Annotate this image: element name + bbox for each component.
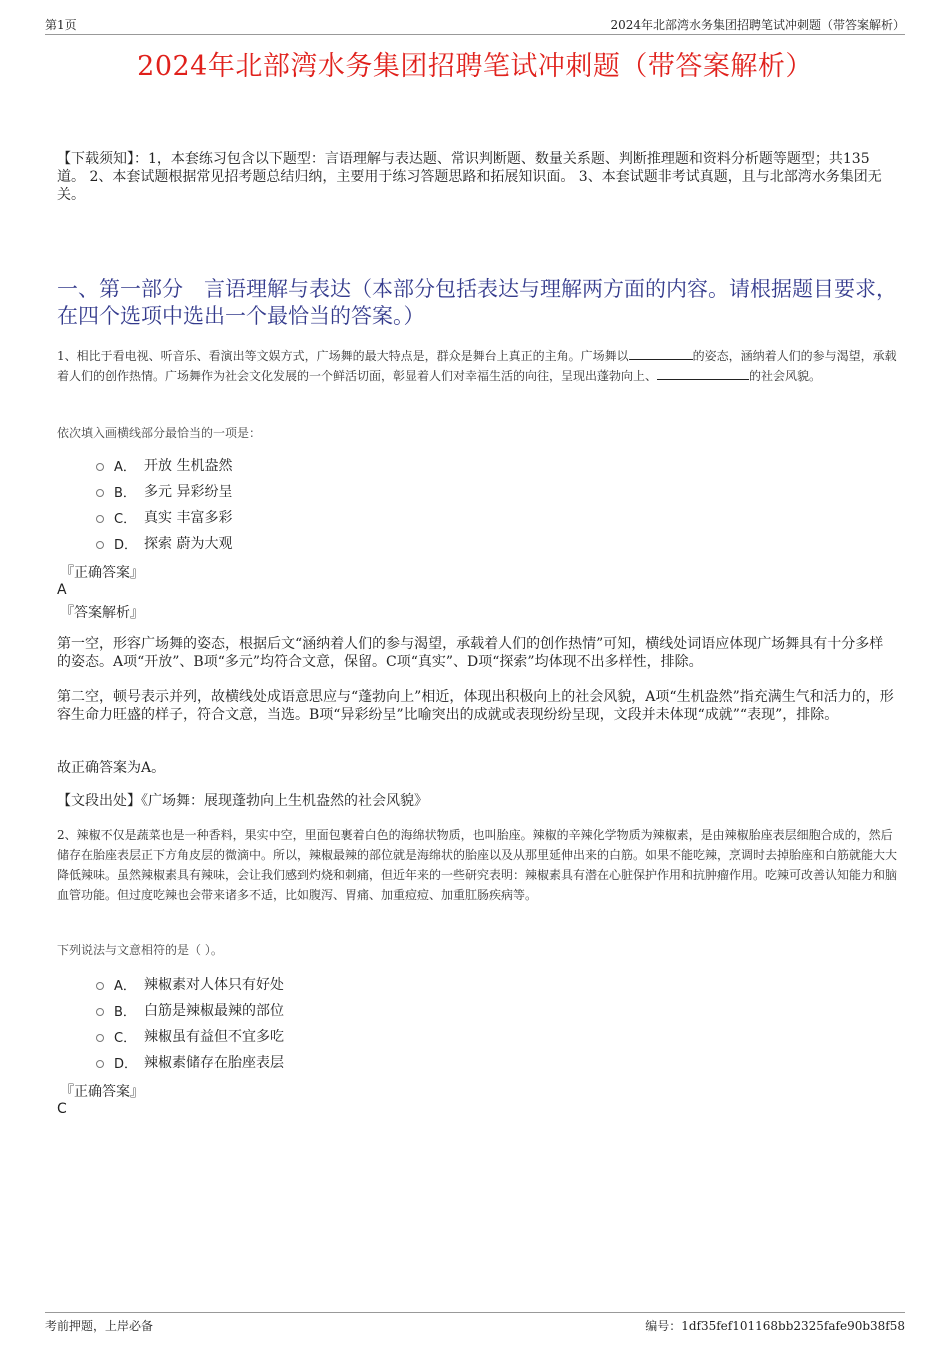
radio-icon[interactable]	[96, 1060, 104, 1068]
question-1-prompt: 依次填入画横线部分最恰当的一项是：	[57, 426, 262, 440]
q1-analysis-label: 『答案解析』	[60, 605, 144, 621]
q1-analysis-paragraph-2: 第二空，顿号表示并列，故横线处成语意思应与“蓬勃向上”相近，体现出积极向上的社会风貌，A项“生机盎然”指充满生气和活力的，形容生命力旺盛的样子，符合文意，当选。B项“异彩纷呈”比喻突出的成就或表现纷纷呈现，文段并未体现“成就”“表现”，排除。	[57, 689, 894, 723]
radio-icon[interactable]	[96, 541, 104, 549]
question-2-prompt: 下列说法与文意相符的是（ ）。	[57, 943, 223, 957]
q1-option-b[interactable]: B． 多元 异彩纷呈	[96, 478, 232, 504]
radio-icon[interactable]	[96, 515, 104, 523]
radio-icon[interactable]	[96, 982, 104, 990]
q1-option-c[interactable]: C． 真实 丰富多彩	[96, 504, 232, 530]
q1-analysis-conclusion: 故正确答案为A。	[57, 760, 166, 776]
document-title: 2024年北部湾水务集团招聘笔试冲刺题（带答案解析）	[137, 51, 813, 82]
q1-analysis-paragraph-1: 第一空，形容广场舞的姿态，根据后文“涵纳着人们的参与渴望，承载着人们的创作热情”可知，横线处词语应体现广场舞具有十分多样的姿态。A项“开放”、B项“多元”均符合文意，保留。C项“真实”、D项“探索”均体现不出多样性，排除。	[57, 636, 884, 670]
page-number: 第1页	[45, 18, 77, 32]
q2-option-c[interactable]: C． 辣椒虽有益但不宜多吃	[96, 1023, 284, 1049]
fill-blank-1	[629, 347, 693, 360]
question-2-text: 2、辣椒不仅是蔬菜也是一种香料，果实中空，里面包裹着白色的海绵状物质，也叫胎座。辣椒的辛辣化学物质为辣椒素，是由辣椒胎座表层细胞合成的，然后储存在胎座表层正下方角皮层的微滴中。所以，辣椒最辣的部位就是海绵状的胎座以及从那里延伸出来的白筋。如果不能吃辣，烹调时去掉胎座和白筋就能大大降低辣味。虽然辣椒素具有辣味，会让我们感到灼烧和刺痛，但近年来的一些研究表明：辣椒素具有潜在心脏保护作用和抗肿瘤作用。吃辣可改善认知能力和脑血管功能。但过度吃辣也会带来诸多不适，比如腹泻、胃痛、加重痘痘、加重肛肠疾病等。	[57, 828, 898, 902]
footer-slogan: 考前押题，上岸必备	[45, 1319, 154, 1333]
fill-blank-2	[657, 367, 749, 380]
page-header	[45, 14, 905, 35]
q1-source: 【文段出处】《广场舞：展现蓬勃向上生机盎然的社会风貌》	[57, 793, 428, 809]
question-1-text: 1、相比于看电视、听音乐、看演出等文娱方式，广场舞的最大特点是，群众是舞台上真正的主角。广场舞以 的姿态，涵纳着人们的参与渴望，承载着人们的创作热情。广场舞作为社会文化发展的一个鲜活切面，彰显着人们对幸福生活的向往，呈现出蓬勃向上、 的社会风貌。	[57, 349, 897, 383]
q1-answer-label: 『正确答案』	[60, 565, 144, 581]
question-2-options	[96, 971, 284, 1075]
radio-icon[interactable]	[96, 1008, 104, 1016]
q2-answer: C	[57, 1101, 67, 1117]
radio-icon[interactable]	[96, 1034, 104, 1042]
header-doc-title: 2024年北部湾水务集团招聘笔试冲刺题（带答案解析）	[610, 18, 905, 32]
q2-answer-label: 『正确答案』	[60, 1084, 144, 1100]
page-footer	[45, 1312, 905, 1335]
section-title: 一、第一部分 言语理解与表达（本部分包括表达与理解两方面的内容。请根据题目要求，在四个选项中选出一个最恰当的答案。）	[57, 277, 897, 328]
question-1-options	[96, 452, 232, 556]
radio-icon[interactable]	[96, 463, 104, 471]
footer-doc-id: 编号：1df35fef101168bb2325fafe90b38f58	[645, 1319, 905, 1333]
q2-option-d[interactable]: D． 辣椒素储存在胎座表层	[96, 1049, 284, 1075]
radio-icon[interactable]	[96, 489, 104, 497]
download-notice: 【下载须知】：1，本套练习包含以下题型：言语理解与表达题、常识判断题、数量关系题、判断推理题和资料分析题等题型；共135道。 2、本套试题根据常见招考题总结归纳，主要用于练习答题思路和拓展知识面。 3、本套试题非考试真题，且与北部湾水务集团无关。	[57, 151, 882, 203]
q2-option-a[interactable]: A． 辣椒素对人体只有好处	[96, 971, 284, 997]
q2-option-b[interactable]: B． 白筋是辣椒最辣的部位	[96, 997, 284, 1023]
q1-answer: A	[57, 582, 67, 598]
q1-option-d[interactable]: D． 探索 蔚为大观	[96, 530, 232, 556]
q1-option-a[interactable]: A． 开放 生机盎然	[96, 452, 232, 478]
